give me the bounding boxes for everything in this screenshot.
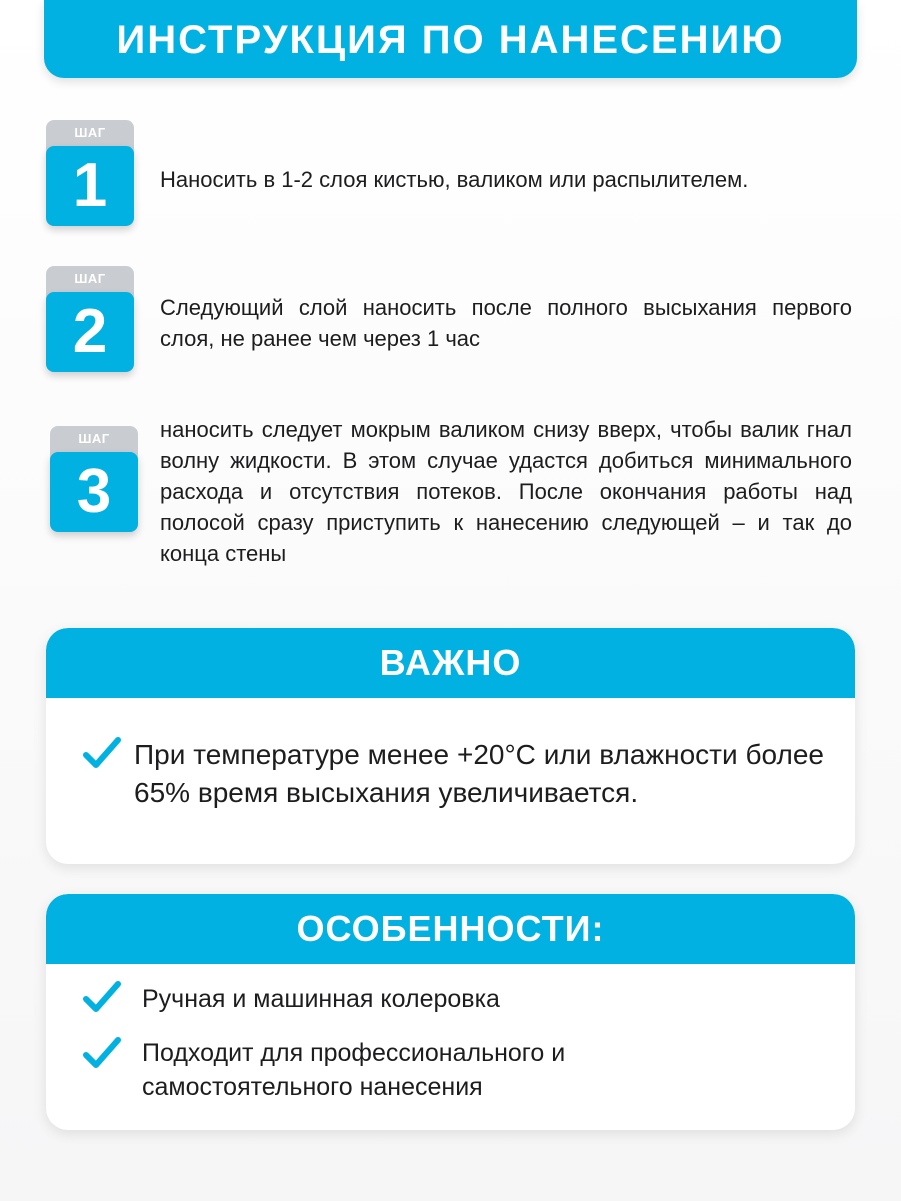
step-tab-label: ШАГ bbox=[50, 426, 138, 466]
step-badge bbox=[46, 266, 134, 372]
checkmark-icon bbox=[82, 1034, 122, 1074]
step-badge bbox=[50, 426, 136, 532]
step-number: 1 bbox=[46, 146, 134, 226]
step-text: Следующий слой наносить после полного высыхания первого слоя, не ранее чем через 1 час bbox=[160, 295, 852, 351]
step-text: наносить следует мокрым валиком снизу вверх, чтобы валик гнал волну жидкости. В этом случае удастся добиться минимального расхода и отсутствия потеков. После окончания работы над полосой сразу приступить к нанесению следующей – и так до конца стены bbox=[160, 417, 852, 566]
important-item-text: При температуре менее +20°С или влажности более 65% время высыхания увеличивается. bbox=[134, 739, 824, 808]
feature-item-text: Ручная и машинная колеровка bbox=[142, 985, 500, 1013]
important-header bbox=[46, 628, 855, 698]
step-number: 2 bbox=[46, 292, 134, 372]
features-card bbox=[46, 894, 855, 1130]
step-text: Наносить в 1-2 слоя кистью, валиком или распылителем. bbox=[160, 167, 749, 192]
title-banner bbox=[44, 0, 857, 78]
important-card bbox=[46, 628, 855, 864]
checkmark-icon bbox=[82, 978, 122, 1018]
step-number: 3 bbox=[50, 452, 138, 532]
step-tab-label: ШАГ bbox=[46, 120, 134, 160]
page-title: ИНСТРУКЦИЯ ПО НАНЕСЕНИЮ bbox=[116, 17, 785, 62]
feature-item-text: Подходит для профессионального и самостоятельного нанесения bbox=[142, 1039, 566, 1101]
step-tab-label: ШАГ bbox=[46, 266, 134, 306]
step-badge bbox=[46, 120, 134, 226]
features-heading: ОСОБЕННОСТИ: bbox=[296, 908, 605, 949]
important-heading: ВАЖНО bbox=[379, 642, 522, 683]
checkmark-icon bbox=[82, 734, 122, 774]
features-header bbox=[46, 894, 855, 964]
